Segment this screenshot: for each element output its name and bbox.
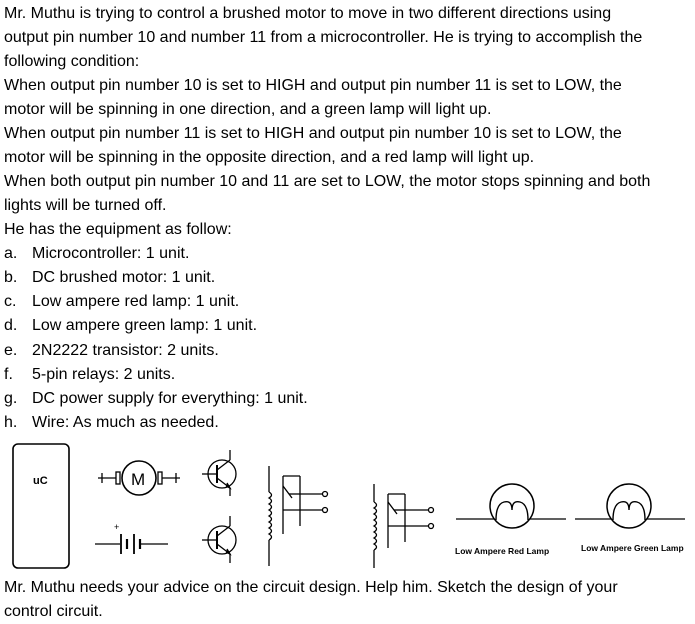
- microcontroller-label: uC: [33, 475, 48, 487]
- transistor-symbol: [202, 450, 236, 496]
- list-marker: f.: [4, 366, 13, 383]
- text-line: When output pin number 10 is set to HIGH and output pin number 11 is set to LOW, the: [4, 77, 622, 94]
- text-line: motor will be spinning in the opposite direction, and a red lamp will light up.: [4, 149, 535, 166]
- list-marker: b.: [4, 269, 18, 286]
- list-item-text: DC power supply for everything: 1 unit.: [32, 390, 308, 407]
- text-line: He has the equipment as follow:: [4, 221, 232, 238]
- list-marker: d.: [4, 317, 18, 334]
- list-marker: h.: [4, 414, 18, 431]
- list-item: [4, 339, 219, 363]
- list-item-text: 2N2222 transistor: 2 units.: [32, 342, 219, 359]
- svg-text:+: +: [114, 522, 120, 532]
- text-line: following condition:: [4, 53, 140, 70]
- list-item-text: DC brushed motor: 1 unit.: [32, 269, 216, 286]
- green-lamp-symbol: [575, 484, 685, 528]
- battery-symbol: [95, 522, 168, 554]
- list-item: [4, 411, 219, 435]
- list-item: [4, 290, 239, 314]
- red-lamp-symbol: [456, 484, 566, 528]
- list-item-text: 5-pin relays: 2 units.: [32, 366, 176, 383]
- text-line: output pin number 10 and number 11 from a microcontroller. He is trying to accomplish the: [4, 29, 643, 46]
- motor-symbol: [98, 461, 180, 495]
- microcontroller-symbol: [13, 444, 69, 568]
- list-item-text: Low ampere red lamp: 1 unit.: [32, 293, 240, 310]
- list-item-text: Wire: As much as needed.: [32, 414, 219, 431]
- list-item: [4, 387, 308, 411]
- text-line: motor will be spinning in one direction, and a green lamp will light up.: [4, 101, 492, 118]
- text-line: control circuit.: [4, 603, 103, 620]
- transistor-symbol: [202, 516, 236, 563]
- list-item: [4, 266, 215, 290]
- list-marker: c.: [4, 293, 17, 310]
- motor-label: M: [131, 470, 146, 489]
- text-line: Mr. Muthu needs your advice on the circuit design. Help him. Sketch the design of your: [4, 579, 618, 596]
- text-line: lights will be turned off.: [4, 197, 167, 214]
- list-item: [4, 242, 189, 266]
- list-item: [4, 314, 257, 338]
- relay-symbol: [269, 466, 328, 566]
- text-line: Mr. Muthu is trying to control a brushed motor to move in two different directions using: [4, 5, 612, 22]
- red-lamp-label: Low Ampere Red Lamp: [455, 546, 550, 556]
- green-lamp-label: Low Ampere Green Lamp: [581, 543, 684, 553]
- text-line: When both output pin number 10 and 11 are set to LOW, the motor stops spinning and both: [4, 173, 651, 190]
- list-marker: e.: [4, 342, 18, 359]
- text-line: When output pin number 11 is set to HIGH and output pin number 10 is set to LOW, the: [4, 125, 622, 142]
- list-marker: g.: [4, 390, 18, 407]
- list-marker: a.: [4, 245, 18, 262]
- list-item: [4, 363, 175, 387]
- relay-symbol: [374, 484, 434, 568]
- list-item-text: Microcontroller: 1 unit.: [32, 245, 190, 262]
- list-item-text: Low ampere green lamp: 1 unit.: [32, 317, 258, 334]
